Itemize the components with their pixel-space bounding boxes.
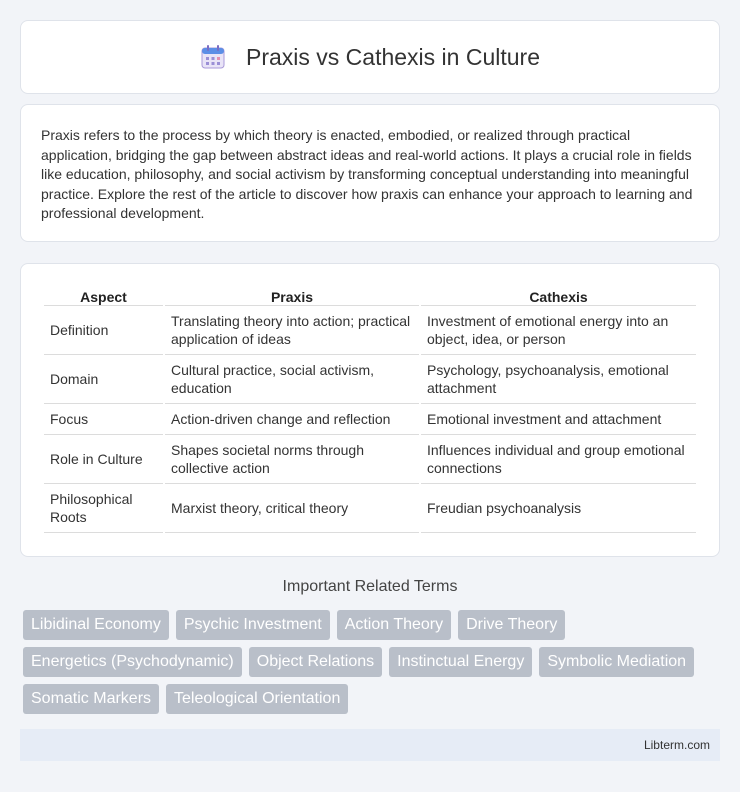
related-term-tag[interactable]: Somatic Markers (23, 684, 159, 714)
table-cell: Definition (44, 306, 163, 355)
header-cathexis: Cathexis (421, 286, 696, 306)
table-header-row (44, 286, 696, 306)
related-term-tag[interactable]: Teleological Orientation (166, 684, 348, 714)
related-term-tag[interactable]: Libidinal Economy (23, 610, 169, 640)
related-term-tag[interactable]: Energetics (Psychodynamic) (23, 647, 242, 677)
table-cell: Psychology, psychoanalysis, emotional attachment (421, 355, 696, 404)
table-cell: Action-driven change and reflection (165, 404, 419, 435)
calendar-icon (200, 44, 226, 70)
table-row (44, 484, 696, 533)
comparison-table (42, 286, 698, 533)
table-cell: Emotional investment and attachment (421, 404, 696, 435)
footer-site-link[interactable]: Libterm.com (643, 738, 710, 752)
intro-text: Praxis refers to the process by which theory is enacted, embodied, or realized through practical application, bridging the gap between abstract ideas and real-world actions. It plays a crucial role in fields like education, philosophy, and social activism by transforming conceptual understanding into meaningful practice. Explore the rest of the article to discover how praxis can enhance your approach to learning and professional development. (41, 127, 693, 222)
related-terms-title: Important Related Terms (282, 578, 458, 595)
table-cell: Freudian psychoanalysis (421, 484, 696, 533)
footer (20, 729, 720, 761)
table-cell: Cultural practice, social activism, education (165, 355, 419, 404)
comparison-table-card (20, 263, 720, 557)
header-aspect: Aspect (44, 286, 163, 306)
table-row (44, 306, 696, 355)
table-row (44, 435, 696, 484)
related-term-tag[interactable]: Drive Theory (458, 610, 565, 640)
table-cell: Philosophical Roots (44, 484, 163, 533)
related-term-tag[interactable]: Instinctual Energy (389, 647, 532, 677)
related-term-tag[interactable]: Psychic Investment (176, 610, 330, 640)
table-cell: Shapes societal norms through collective action (165, 435, 419, 484)
table-cell: Domain (44, 355, 163, 404)
related-term-tag[interactable]: Symbolic Mediation (539, 647, 694, 677)
intro-card (20, 104, 720, 242)
page-title: Praxis vs Cathexis in Culture (246, 43, 540, 70)
table-cell: Influences individual and group emotional connections (421, 435, 696, 484)
header-praxis: Praxis (165, 286, 419, 306)
table-cell: Marxist theory, critical theory (165, 484, 419, 533)
table-row (44, 404, 696, 435)
table-cell: Investment of emotional energy into an object, idea, or person (421, 306, 696, 355)
table-cell: Focus (44, 404, 163, 435)
table-cell: Role in Culture (44, 435, 163, 484)
related-term-tag[interactable]: Object Relations (249, 647, 382, 677)
related-terms-list (23, 610, 723, 721)
related-term-tag[interactable]: Action Theory (337, 610, 451, 640)
title-card (20, 20, 720, 94)
table-cell: Translating theory into action; practical application of ideas (165, 306, 419, 355)
table-row (44, 355, 696, 404)
